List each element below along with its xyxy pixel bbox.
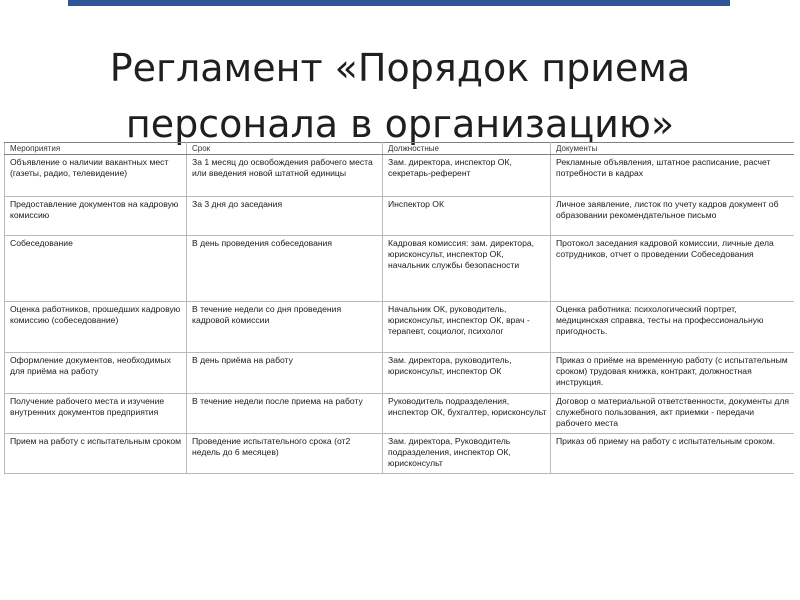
regulation-table-wrapper [4, 142, 794, 488]
cell-activity: Объявление о наличии вакантных мест (газеты, радио, телевидение) [5, 155, 187, 197]
cell-officials: Зам. директора, руководитель, юрисконсульт, инспектор ОК [383, 353, 551, 394]
cell-activity: Оформление документов, необходимых для приёма на работу [5, 353, 187, 394]
cell-officials: Инспектор ОК [383, 197, 551, 236]
cell-term: За 3 дня до заседания [187, 197, 383, 236]
cell-documents: Приказ об приему на работу с испытательным сроком. [551, 434, 795, 474]
cell-documents: Рекламные объявления, штатное расписание, расчет потребности в кадрах [551, 155, 795, 197]
cell-documents: Оценка работника: психологический портрет, медицинская справка, тесты на профессиональную пригодность. [551, 302, 795, 353]
header-documents: Документы [551, 143, 795, 155]
table-row [5, 434, 795, 474]
cell-activity: Предоставление документов на кадровую комиссию [5, 197, 187, 236]
slide-title: Регламент «Порядок приема персонала в организацию» [109, 46, 691, 146]
cell-activity: Прием на работу с испытательным сроком [5, 434, 187, 474]
cell-term: В день проведения собеседования [187, 236, 383, 302]
cell-term: За 1 месяц до освобождения рабочего места или введения новой штатной единицы [187, 155, 383, 197]
header-term: Срок [187, 143, 383, 155]
cell-officials: Зам. директора, Руководитель подразделения, инспектор ОК, юрисконсульт [383, 434, 551, 474]
cell-documents: Личное заявление, листок по учету кадров документ об образовании рекомендательное письмо [551, 197, 795, 236]
top-accent-bar [68, 0, 730, 6]
cell-term: В день приёма на работу [187, 353, 383, 394]
cell-officials: Руководитель подразделения, инспектор ОК, бухгалтер, юрисконсульт [383, 394, 551, 434]
table-header-row [5, 143, 795, 155]
cell-activity: Получение рабочего места и изучение внутренних документов предприятия [5, 394, 187, 434]
cell-documents: Протокол заседания кадровой комиссии, личные дела сотрудников, отчет о проведении Собеседования [551, 236, 795, 302]
header-officials: Должностные [383, 143, 551, 155]
regulation-table [4, 142, 794, 474]
table-row [5, 394, 795, 434]
cell-documents: Договор о материальной ответственности, документы для служебного пользования, акт приемки - передачи рабочего места [551, 394, 795, 434]
table-row [5, 302, 795, 353]
table-row [5, 197, 795, 236]
cell-officials: Начальник ОК, руководитель, юрисконсульт, инспектор ОК, врач - терапевт, социолог, психолог [383, 302, 551, 353]
cell-officials: Зам. директора, инспектор ОК, секретарь-референт [383, 155, 551, 197]
cell-term: В течение недели со дня проведения кадровой комиссии [187, 302, 383, 353]
cell-term: Проведение испытательного срока (от2 недель до 6 месяцев) [187, 434, 383, 474]
cell-activity: Оценка работников, прошедших кадровую комиссию (собеседование) [5, 302, 187, 353]
cell-activity: Собеседование [5, 236, 187, 302]
table-row [5, 236, 795, 302]
table-row [5, 155, 795, 197]
header-activities: Мероприятия [5, 143, 187, 155]
cell-documents: Приказ о приёме на временную работу (с испытательным сроком) трудовая книжка, контракт, должностная инструкция. [551, 353, 795, 394]
table-row [5, 353, 795, 394]
cell-officials: Кадровая комиссия: зам. директора, юрисконсульт, инспектор ОК, начальник службы безопасности [383, 236, 551, 302]
cell-term: В течение недели после приема на работу [187, 394, 383, 434]
